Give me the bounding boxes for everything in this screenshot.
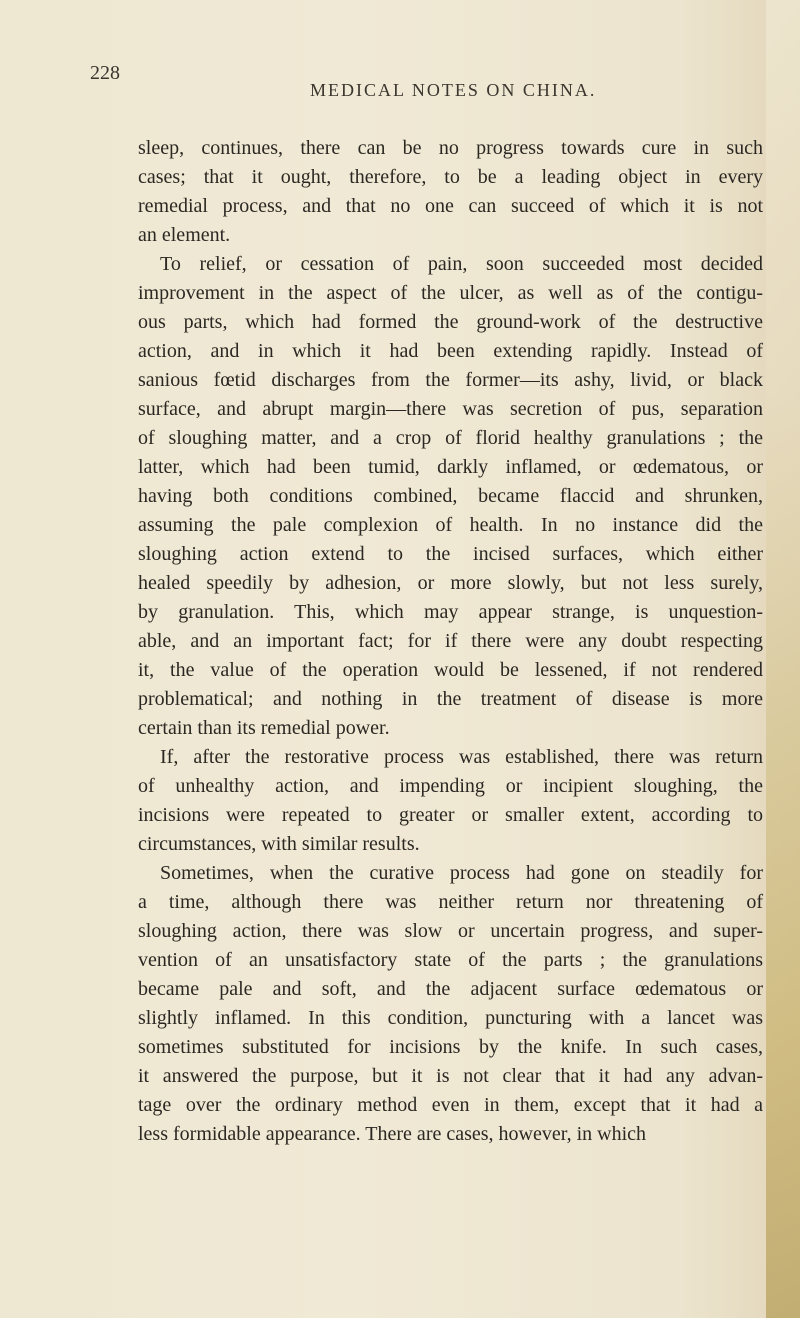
text-line: To relief, or cessation of pain, soon succeeded most decided <box>160 253 763 275</box>
text-line: cases; that it ought, therefore, to be a leading object in every <box>138 166 763 188</box>
text-line: of unhealthy action, and impending or incipient sloughing, the <box>138 775 763 797</box>
body-text <box>138 134 763 1149</box>
text-line: assuming the pale complexion of health. In no instance did the <box>138 514 763 536</box>
text-line: remedial process, and that no one can succeed of which it is not <box>138 195 763 217</box>
paragraph <box>138 134 763 250</box>
text-line: a time, although there was neither return nor threatening of <box>138 891 763 913</box>
text-line: sloughing action extend to the incised surfaces, which either <box>138 543 763 565</box>
text-line: an element. <box>138 224 231 246</box>
text-line: incisions were repeated to greater or smaller extent, according to <box>138 804 763 826</box>
text-line: circumstances, with similar results. <box>138 833 420 855</box>
text-line: slightly inflamed. In this condition, puncturing with a lancet was <box>138 1007 763 1029</box>
text-line: less formidable appearance. There are cases, however, in which <box>138 1123 647 1145</box>
text-line: sanious fœtid discharges from the former—its ashy, livid, or black <box>138 369 763 391</box>
text-line: certain than its remedial power. <box>138 717 390 739</box>
text-line: sloughing action, there was slow or uncertain progress, and super- <box>138 920 763 942</box>
text-line: tage over the ordinary method even in them, except that it had a <box>138 1094 763 1116</box>
paragraph <box>138 743 763 859</box>
text-line: surface, and abrupt margin—there was secretion of pus, separation <box>138 398 763 420</box>
text-line: problematical; and nothing in the treatment of disease is more <box>138 688 763 710</box>
text-line: became pale and soft, and the adjacent surface œdematous or <box>138 978 763 1000</box>
text-line: Sometimes, when the curative process had gone on steadily for <box>160 862 763 884</box>
page-edge-shadow <box>766 0 800 1318</box>
text-line: sleep, continues, there can be no progress towards cure in such <box>138 137 763 159</box>
text-line: vention of an unsatisfactory state of the parts ; the granulations <box>138 949 763 971</box>
text-line: action, and in which it had been extending rapidly. Instead of <box>138 340 763 362</box>
paragraph <box>138 250 763 743</box>
text-line: healed speedily by adhesion, or more slowly, but not less surely, <box>138 572 763 594</box>
text-line: latter, which had been tumid, darkly inflamed, or œdematous, or <box>138 456 763 478</box>
text-line: ous parts, which had formed the ground-work of the destructive <box>138 311 763 333</box>
paragraph <box>138 859 763 1149</box>
text-line: by granulation. This, which may appear strange, is unquestion- <box>138 601 763 623</box>
text-line: having both conditions combined, became flaccid and shrunken, <box>138 485 763 507</box>
text-line: If, after the restorative process was established, there was return <box>160 746 763 768</box>
text-line: able, and an important fact; for if there were any doubt respecting <box>138 630 763 652</box>
text-line: of sloughing matter, and a crop of florid healthy granulations ; the <box>138 427 763 449</box>
text-line: it answered the purpose, but it is not clear that it had any advan- <box>138 1065 763 1087</box>
running-title: MEDICAL NOTES ON CHINA. <box>310 80 597 100</box>
text-line: sometimes substituted for incisions by the knife. In such cases, <box>138 1036 763 1058</box>
text-line: improvement in the aspect of the ulcer, as well as of the contigu- <box>138 282 763 304</box>
text-line: it, the value of the operation would be lessened, if not rendered <box>138 659 763 681</box>
page-number: 228 <box>90 62 120 84</box>
